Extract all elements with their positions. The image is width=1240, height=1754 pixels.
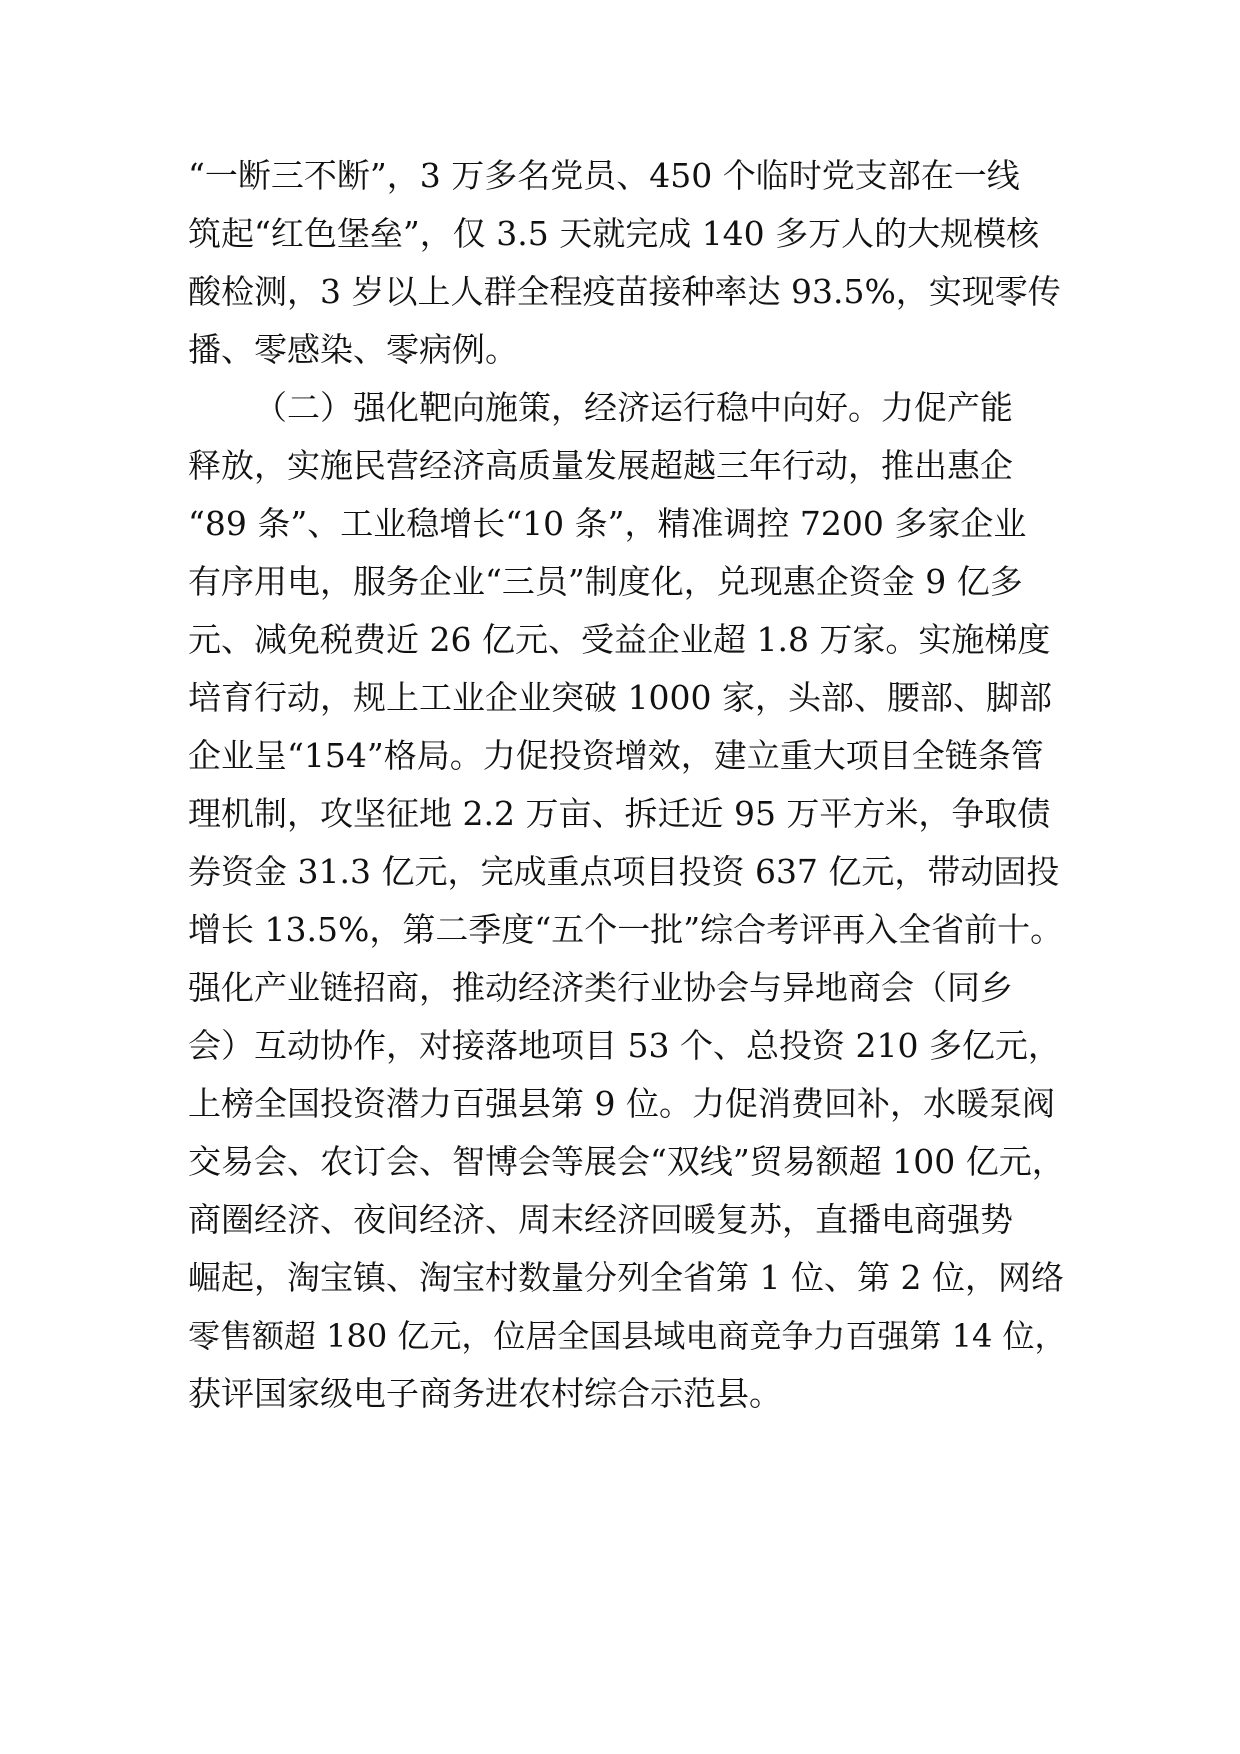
text-line-1: “一断三不断”，3 万多名党员、450 个临时党支部在一线 [188,156,1020,195]
text-line-8: 有序用电，服务企业“三员”制度化，兑现惠企资金 9 亿多 [188,562,1023,601]
text-line-15: 强化产业链招商，推动经济类行业协会与异地商会（同乡 [188,968,1013,1007]
text-line-13: 券资金 31.3 亿元，完成重点项目投资 637 亿元，带动固投 [188,852,1060,891]
text-line-14: 增长 13.5%，第二季度“五个一批”综合考评再入全省前十。 [188,910,1064,949]
text-line-4: 播、零感染、零病例。 [188,330,518,369]
text-line-17: 上榜全国投资潜力百强县第 9 位。力促消费回补，水暖泵阀 [188,1084,1055,1123]
text-line-6: 释放，实施民营经济高质量发展超越三年行动，推出惠企 [188,446,1013,485]
text-line-16: 会）互动协作，对接落地项目 53 个、总投资 210 多亿元， [188,1026,1061,1065]
text-line-19: 商圈经济、夜间经济、周末经济回暖复苏，直播电商强势 [188,1200,1013,1239]
text-line-18: 交易会、农订会、智博会等展会“双线”贸易额超 100 亿元， [188,1142,1065,1181]
text-line-20: 崛起，淘宝镇、淘宝村数量分列全省第 1 位、第 2 位，网络 [188,1258,1064,1297]
text-line-2: 筑起“红色堡垒”，仅 3.5 天就完成 140 多万人的大规模核 [188,214,1040,253]
text-line-22: 获评国家级电子商务进农村综合示范县。 [188,1374,782,1413]
text-line-21: 零售额超 180 亿元，位居全国县域电商竞争力百强第 14 位， [188,1317,1067,1355]
text-line-7: “89 条”、工业稳增长“10 条”，精准调控 7200 多家企业 [188,504,1027,543]
section-heading-line: （二）强化靶向施策，经济运行稳中向好。力促产能 [254,388,1013,427]
text-line-9: 元、减免税费近 26 亿元、受益企业超 1.8 万家。实施梯度 [188,620,1051,659]
text-line-10: 培育行动，规上工业企业突破 1000 家，头部、腰部、脚部 [188,678,1052,717]
text-line-12: 理机制，攻坚征地 2.2 万亩、拆迁近 95 万平方米，争取债 [188,794,1051,833]
text-line-3: 酸检测，3 岁以上人群全程疫苗接种率达 93.5%，实现零传 [188,272,1061,311]
text-line-11: 企业呈“154”格局。力促投资增效，建立重大项目全链条管 [188,736,1044,775]
